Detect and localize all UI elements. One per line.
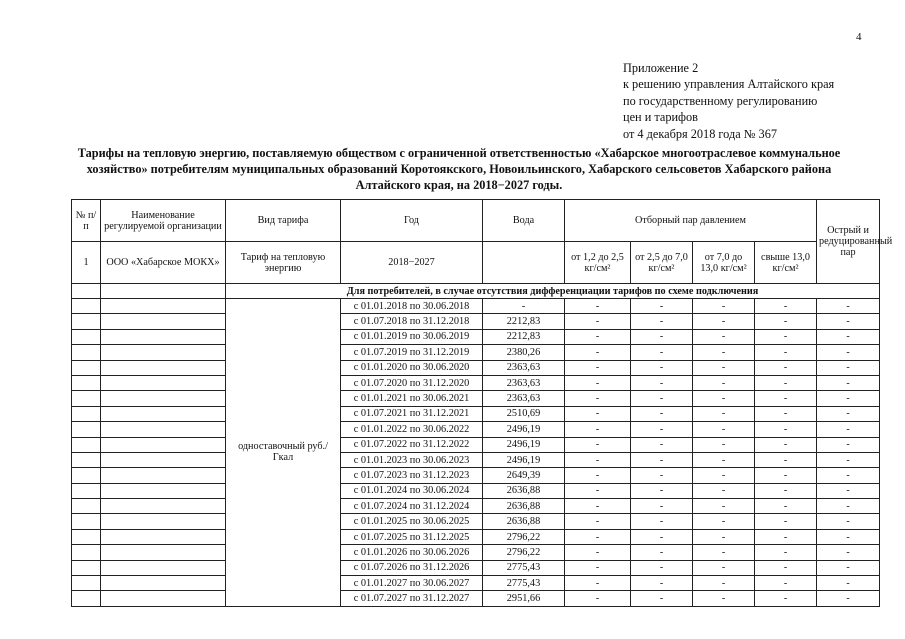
cell-dash: - <box>693 591 755 606</box>
cell-dash: - <box>693 545 755 560</box>
cell-dash: - <box>693 560 755 575</box>
cell-dash: - <box>817 360 880 375</box>
subtitle-num <box>72 284 101 299</box>
cell-dash: - <box>755 514 817 529</box>
cell-water: 2363,63 <box>483 360 565 375</box>
cell-dash: - <box>817 591 880 606</box>
info-years: 2018−2027 <box>341 242 483 284</box>
cell-water: 2775,43 <box>483 576 565 591</box>
cell-dash: - <box>817 468 880 483</box>
appendix-line: по государственному регулированию <box>623 93 818 108</box>
cell-dash: - <box>817 483 880 498</box>
cell-num <box>72 391 101 406</box>
cell-dash: - <box>817 345 880 360</box>
cell-dash: - <box>755 422 817 437</box>
cell-water: 2796,22 <box>483 545 565 560</box>
table-row <box>72 299 880 314</box>
cell-dash: - <box>565 499 631 514</box>
cell-dash: - <box>755 576 817 591</box>
cell-dash: - <box>631 360 693 375</box>
cell-dash: - <box>565 375 631 390</box>
header-tariff-type: Вид тарифа <box>226 200 341 242</box>
table-row <box>72 545 880 560</box>
cell-period: с 01.01.2022 по 30.06.2022 <box>341 422 483 437</box>
table-row <box>72 576 880 591</box>
cell-dash: - <box>631 468 693 483</box>
table-row <box>72 499 880 514</box>
cell-num <box>72 560 101 575</box>
cell-dash: - <box>693 483 755 498</box>
cell-org <box>101 391 226 406</box>
cell-dash: - <box>631 406 693 421</box>
cell-tariff-label: одноставочный руб./Гкал <box>226 299 341 607</box>
cell-org <box>101 529 226 544</box>
cell-dash: - <box>631 576 693 591</box>
cell-water: - <box>483 299 565 314</box>
table-row <box>72 391 880 406</box>
cell-dash: - <box>565 422 631 437</box>
appendix-line: от 4 декабря 2018 года № 367 <box>623 126 777 141</box>
cell-num <box>72 514 101 529</box>
cell-num <box>72 375 101 390</box>
cell-org <box>101 514 226 529</box>
header-steam-3: от 7,0 до 13,0 кг/см² <box>693 242 755 284</box>
cell-dash: - <box>631 499 693 514</box>
cell-org <box>101 406 226 421</box>
cell-period: с 01.07.2023 по 31.12.2023 <box>341 468 483 483</box>
cell-dash: - <box>755 483 817 498</box>
cell-dash: - <box>631 375 693 390</box>
cell-dash: - <box>631 483 693 498</box>
cell-water: 2496,19 <box>483 422 565 437</box>
table-row <box>72 514 880 529</box>
cell-dash: - <box>755 437 817 452</box>
cell-dash: - <box>693 499 755 514</box>
header-num: № п/п <box>72 200 101 242</box>
cell-num <box>72 314 101 329</box>
cell-dash: - <box>755 345 817 360</box>
cell-water: 2636,88 <box>483 483 565 498</box>
cell-dash: - <box>693 299 755 314</box>
cell-dash: - <box>631 391 693 406</box>
cell-dash: - <box>755 529 817 544</box>
table-row <box>72 345 880 360</box>
table-row <box>72 560 880 575</box>
cell-dash: - <box>565 452 631 467</box>
cell-water: 2363,63 <box>483 375 565 390</box>
cell-dash: - <box>755 468 817 483</box>
cell-dash: - <box>817 560 880 575</box>
cell-period: с 01.07.2020 по 31.12.2020 <box>341 375 483 390</box>
cell-period: с 01.01.2025 по 30.06.2025 <box>341 514 483 529</box>
cell-num <box>72 422 101 437</box>
cell-period: с 01.07.2024 по 31.12.2024 <box>341 499 483 514</box>
cell-num <box>72 529 101 544</box>
cell-dash: - <box>755 314 817 329</box>
cell-period: с 01.07.2022 по 31.12.2022 <box>341 437 483 452</box>
cell-water: 2380,26 <box>483 345 565 360</box>
cell-dash: - <box>755 375 817 390</box>
cell-dash: - <box>631 345 693 360</box>
cell-dash: - <box>631 437 693 452</box>
cell-org <box>101 345 226 360</box>
tariff-table <box>71 199 893 607</box>
cell-period: с 01.01.2026 по 30.06.2026 <box>341 545 483 560</box>
cell-water: 2775,43 <box>483 560 565 575</box>
table-row <box>72 468 880 483</box>
cell-dash: - <box>755 391 817 406</box>
cell-dash: - <box>565 406 631 421</box>
cell-dash: - <box>755 299 817 314</box>
cell-period: с 01.07.2018 по 31.12.2018 <box>341 314 483 329</box>
cell-water: 2636,88 <box>483 514 565 529</box>
table-row <box>72 529 880 544</box>
cell-water: 2496,19 <box>483 452 565 467</box>
cell-org <box>101 422 226 437</box>
cell-num <box>72 576 101 591</box>
cell-water: 2636,88 <box>483 499 565 514</box>
cell-dash: - <box>565 576 631 591</box>
cell-org <box>101 591 226 606</box>
table-row <box>72 452 880 467</box>
header-steam: Отборный пар давлением <box>565 200 817 242</box>
cell-num <box>72 452 101 467</box>
header-row <box>72 200 880 242</box>
table-row <box>72 422 880 437</box>
cell-dash: - <box>693 452 755 467</box>
cell-period: с 01.07.2025 по 31.12.2025 <box>341 529 483 544</box>
cell-period: с 01.01.2024 по 30.06.2024 <box>341 483 483 498</box>
cell-org <box>101 545 226 560</box>
cell-water: 2649,39 <box>483 468 565 483</box>
cell-org <box>101 483 226 498</box>
cell-org <box>101 360 226 375</box>
cell-water: 2951,66 <box>483 591 565 606</box>
info-num: 1 <box>72 242 101 284</box>
cell-dash: - <box>631 422 693 437</box>
cell-dash: - <box>755 591 817 606</box>
cell-dash: - <box>693 391 755 406</box>
appendix-note <box>623 60 834 142</box>
cell-dash: - <box>817 576 880 591</box>
cell-dash: - <box>817 406 880 421</box>
cell-org <box>101 576 226 591</box>
cell-org <box>101 299 226 314</box>
cell-dash: - <box>817 375 880 390</box>
cell-dash: - <box>631 314 693 329</box>
header-org: Наименование регулируемой организации <box>101 200 226 242</box>
cell-dash: - <box>631 299 693 314</box>
cell-dash: - <box>817 329 880 344</box>
info-tariff-type: Тариф на тепловую энергию <box>226 242 341 284</box>
cell-dash: - <box>755 499 817 514</box>
cell-water: 2212,83 <box>483 314 565 329</box>
cell-dash: - <box>693 437 755 452</box>
cell-dash: - <box>565 483 631 498</box>
cell-dash: - <box>565 529 631 544</box>
page-number: 4 <box>856 31 862 43</box>
cell-period: с 01.07.2021 по 31.12.2021 <box>341 406 483 421</box>
info-water <box>483 242 565 284</box>
cell-dash: - <box>693 360 755 375</box>
cell-num <box>72 468 101 483</box>
info-org: ООО «Хабарское МОКХ» <box>101 242 226 284</box>
header-year: Год <box>341 200 483 242</box>
cell-dash: - <box>817 514 880 529</box>
cell-dash: - <box>817 391 880 406</box>
header-steam-1: от 1,2 до 2,5 кг/см² <box>565 242 631 284</box>
cell-dash: - <box>693 422 755 437</box>
table-row <box>72 437 880 452</box>
cell-num <box>72 591 101 606</box>
cell-dash: - <box>693 314 755 329</box>
cell-num <box>72 299 101 314</box>
appendix-line: к решению управления Алтайского края <box>623 77 835 92</box>
cell-dash: - <box>817 452 880 467</box>
cell-dash: - <box>693 375 755 390</box>
header-sharp-steam: Острый и редуцированный пар <box>817 200 880 284</box>
cell-org <box>101 499 226 514</box>
cell-period: с 01.07.2027 по 31.12.2027 <box>341 591 483 606</box>
cell-num <box>72 329 101 344</box>
appendix-line: Приложение 2 <box>623 61 699 75</box>
cell-dash: - <box>631 514 693 529</box>
cell-org <box>101 329 226 344</box>
cell-dash: - <box>565 545 631 560</box>
cell-dash: - <box>693 514 755 529</box>
cell-num <box>72 545 101 560</box>
cell-org <box>101 314 226 329</box>
table-row <box>72 591 880 606</box>
cell-dash: - <box>755 406 817 421</box>
cell-water: 2496,19 <box>483 437 565 452</box>
table-row <box>72 375 880 390</box>
cell-period: с 01.01.2019 по 30.06.2019 <box>341 329 483 344</box>
cell-dash: - <box>693 329 755 344</box>
cell-dash: - <box>565 360 631 375</box>
cell-dash: - <box>817 499 880 514</box>
cell-org <box>101 560 226 575</box>
cell-dash: - <box>817 545 880 560</box>
cell-dash: - <box>631 529 693 544</box>
cell-dash: - <box>693 345 755 360</box>
cell-dash: - <box>755 452 817 467</box>
cell-dash: - <box>565 329 631 344</box>
cell-dash: - <box>817 529 880 544</box>
cell-period: с 01.01.2027 по 30.06.2027 <box>341 576 483 591</box>
cell-dash: - <box>693 529 755 544</box>
cell-dash: - <box>631 591 693 606</box>
cell-water: 2212,83 <box>483 329 565 344</box>
cell-dash: - <box>565 591 631 606</box>
cell-dash: - <box>631 329 693 344</box>
appendix-line: цен и тарифов <box>623 110 698 125</box>
cell-period: с 01.01.2018 по 30.06.2018 <box>341 299 483 314</box>
table-row <box>72 406 880 421</box>
cell-dash: - <box>565 437 631 452</box>
cell-org <box>101 452 226 467</box>
cell-period: с 01.07.2019 по 31.12.2019 <box>341 345 483 360</box>
cell-num <box>72 360 101 375</box>
header-steam-2: от 2,5 до 7,0 кг/см² <box>631 242 693 284</box>
cell-dash: - <box>817 299 880 314</box>
cell-dash: - <box>693 576 755 591</box>
cell-dash: - <box>565 314 631 329</box>
cell-dash: - <box>565 299 631 314</box>
cell-dash: - <box>631 560 693 575</box>
cell-dash: - <box>693 406 755 421</box>
table-row <box>72 360 880 375</box>
cell-period: с 01.01.2023 по 30.06.2023 <box>341 452 483 467</box>
table-row <box>72 314 880 329</box>
cell-num <box>72 437 101 452</box>
cell-dash: - <box>817 314 880 329</box>
subtitle-org <box>101 284 226 299</box>
cell-num <box>72 406 101 421</box>
cell-water: 2363,63 <box>483 391 565 406</box>
cell-org <box>101 468 226 483</box>
cell-dash: - <box>693 468 755 483</box>
cell-period: с 01.07.2026 по 31.12.2026 <box>341 560 483 575</box>
cell-period: с 01.01.2020 по 30.06.2020 <box>341 360 483 375</box>
cell-num <box>72 483 101 498</box>
cell-dash: - <box>817 437 880 452</box>
cell-dash: - <box>755 560 817 575</box>
cell-water: 2796,22 <box>483 529 565 544</box>
cell-dash: - <box>817 422 880 437</box>
cell-water: 2510,69 <box>483 406 565 421</box>
cell-dash: - <box>755 545 817 560</box>
subtitle-row <box>72 284 880 299</box>
cell-org <box>101 437 226 452</box>
table-row <box>72 329 880 344</box>
cell-dash: - <box>755 329 817 344</box>
cell-dash: - <box>631 452 693 467</box>
cell-dash: - <box>565 468 631 483</box>
cell-dash: - <box>565 391 631 406</box>
cell-num <box>72 345 101 360</box>
cell-dash: - <box>565 560 631 575</box>
cell-dash: - <box>755 360 817 375</box>
cell-num <box>72 499 101 514</box>
cell-dash: - <box>565 514 631 529</box>
cell-period: с 01.01.2021 по 30.06.2021 <box>341 391 483 406</box>
document-title: Тарифы на тепловую энергию, поставляемую обществом с ограниченной ответственностью «Хабарское многоотраслевое коммунальное хозяйство» потребителям муниципальных образований Коротоякского, Новоильинского, Хабарского сельсоветов Хабарского района Алтайского края, на 2018−2027 годы. <box>77 146 841 192</box>
header-steam-4: свыше 13,0 кг/см² <box>755 242 817 284</box>
info-row <box>72 242 880 284</box>
table-row <box>72 483 880 498</box>
cell-dash: - <box>565 345 631 360</box>
cell-org <box>101 375 226 390</box>
cell-dash: - <box>631 545 693 560</box>
header-water: Вода <box>483 200 565 242</box>
subtitle-text: Для потребителей, в случае отсутствия дифференциации тарифов по схеме подключения <box>226 284 880 299</box>
